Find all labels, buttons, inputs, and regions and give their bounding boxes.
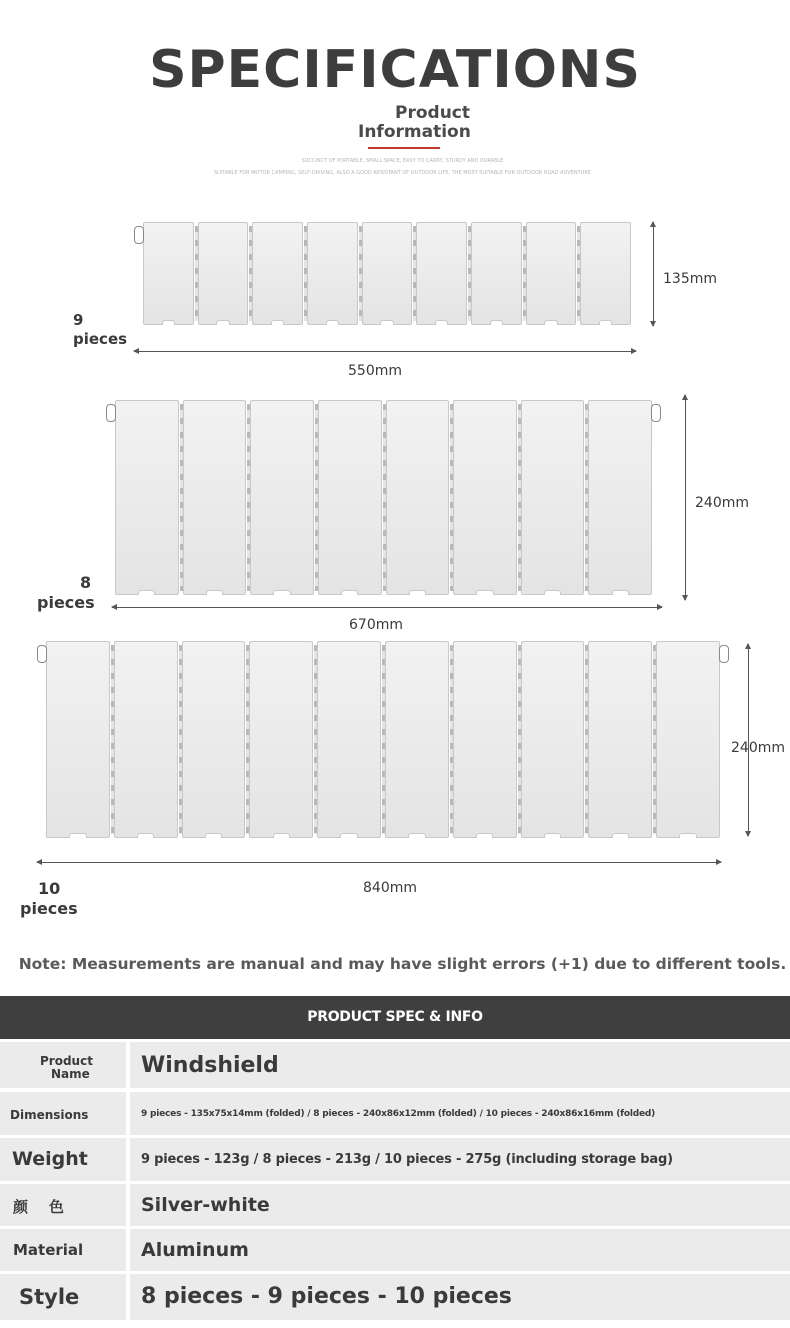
row-value: Windshield [141, 1053, 279, 1078]
windshield-panel [115, 400, 179, 595]
row-label-cell [0, 1184, 126, 1226]
table-row [0, 1184, 790, 1226]
pieces-count: 9 [73, 311, 84, 329]
vent-notch [326, 320, 340, 325]
row-value: 8 pieces - 9 pieces - 10 pieces [141, 1284, 512, 1309]
windshield-panel [249, 641, 313, 838]
panel-hinge [315, 404, 318, 591]
width-arrow [37, 862, 721, 863]
row-value-cell [130, 1138, 790, 1181]
windshield-panel [521, 641, 585, 838]
pieces-label-9 [73, 311, 127, 349]
pieces-count: 10 [38, 879, 61, 898]
vent-notch [408, 833, 425, 838]
page-title: SPECIFICATIONS [149, 40, 641, 100]
vent-notch [162, 320, 176, 325]
fine-print-line-2: SUITABLE FOR MOTOR CAMPING, SELF-DRIVING, ALSO A GOOD RESISTANT OF OUTDOOR LIFE, THE MOST SUITABLE FOR OUTDOOR ROAD ADVENTURE [214, 170, 591, 176]
windshield-panel [656, 641, 720, 838]
vent-notch [544, 833, 561, 838]
row-label-cell [0, 1042, 126, 1088]
vent-notch [341, 590, 358, 595]
windshield-panel [307, 222, 358, 325]
windshield-panel [362, 222, 413, 325]
windshield-panel [250, 400, 314, 595]
vent-notch [409, 590, 426, 595]
panel-hinge [111, 645, 114, 834]
windshield-panel [416, 222, 467, 325]
row-label: Weight [12, 1148, 88, 1170]
vent-notch [273, 590, 290, 595]
row-value: 9 pieces - 135x75x14mm (folded) / 8 pieces - 240x86x12mm (folded) / 10 pieces - 240x86x16mm (folded) [141, 1109, 656, 1119]
panel-hinge [577, 226, 580, 321]
height-arrow [653, 222, 654, 326]
panel-hinge [359, 226, 362, 321]
windshield-panel [588, 400, 652, 595]
width-arrow [134, 351, 636, 352]
width-arrow [112, 607, 662, 608]
row-value: 9 pieces - 123g / 8 pieces - 213g / 10 pieces - 275g (including storage bag) [141, 1152, 673, 1167]
panel-hinge [450, 404, 453, 591]
subtitle-line-1: Product [395, 103, 470, 123]
subtitle-underline [368, 147, 440, 149]
row-label-cell [0, 1092, 126, 1135]
panel-hinge [195, 226, 198, 321]
row-value-cell [130, 1092, 790, 1135]
row-label: 颜 色 [13, 1198, 64, 1216]
windshield-panel [143, 222, 194, 325]
windshield-panel [385, 641, 449, 838]
windshield-panel [183, 400, 247, 595]
row-value-cell [130, 1042, 790, 1088]
panel-hinge [585, 404, 588, 591]
pieces-word: pieces [73, 329, 128, 348]
height-label: 240mm [731, 740, 785, 756]
vent-notch [205, 833, 222, 838]
panel-hinge [180, 404, 183, 591]
windshield-panel [453, 641, 517, 838]
spec-table-header: PRODUCT SPEC & INFO [0, 996, 790, 1039]
height-label: 240mm [695, 495, 749, 511]
windshield-panel [182, 641, 246, 838]
row-label-line-2: Name [51, 1067, 90, 1081]
panel-hinge [468, 226, 471, 321]
windshield-panel [521, 400, 585, 595]
vent-notch [380, 320, 394, 325]
table-row [0, 1042, 790, 1088]
vent-notch [340, 833, 357, 838]
panel-hinge [450, 645, 453, 834]
panel-hinge [249, 226, 252, 321]
windshield-panel [317, 641, 381, 838]
vent-notch [138, 590, 155, 595]
pieces-word: pieces [37, 593, 95, 612]
table-row [0, 1229, 790, 1271]
vent-notch [271, 320, 285, 325]
row-value: Silver-white [141, 1194, 270, 1216]
windshield-panel [453, 400, 517, 595]
ground-stake-hook [134, 226, 144, 244]
panel-hinge [518, 404, 521, 591]
panel-hinge [304, 226, 307, 321]
fine-print-line-1: SUCCINCT OF PORTABLE, SMALL SPACE, EASY TO CARRY, STURDY AND DURABLE [301, 158, 504, 164]
measurement-note: Note: Measurements are manual and may have slight errors (+1) due to different tools. [18, 955, 787, 973]
pieces-count: 8 [80, 573, 92, 592]
windshield-panel [580, 222, 631, 325]
vent-notch [216, 320, 230, 325]
height-arrow [685, 395, 686, 600]
row-value-cell [130, 1274, 790, 1320]
table-row [0, 1274, 790, 1320]
row-label-cell [0, 1274, 126, 1320]
width-label: 550mm [348, 363, 402, 379]
vent-notch [544, 590, 561, 595]
vent-notch [69, 833, 86, 838]
vent-notch [599, 320, 613, 325]
pieces-label-8 [37, 573, 95, 613]
row-label: Style [19, 1285, 80, 1309]
panel-hinge [314, 645, 317, 834]
windshield-panel [198, 222, 249, 325]
panel-hinge [518, 645, 521, 834]
panel-hinge [413, 226, 416, 321]
windshield-panel [588, 641, 652, 838]
vent-notch [679, 833, 696, 838]
panel-hinge [247, 404, 250, 591]
row-label [40, 1055, 93, 1081]
windshield-panel [318, 400, 382, 595]
row-label: Dimensions [10, 1108, 89, 1122]
panel-hinge [523, 226, 526, 321]
vent-notch [544, 320, 558, 325]
windshield-panel [114, 641, 178, 838]
ground-stake-hook [106, 404, 116, 422]
panel-hinge [382, 645, 385, 834]
row-label: Material [13, 1241, 84, 1259]
table-row [0, 1138, 790, 1181]
windshield-panel [46, 641, 110, 838]
row-value: Aluminum [141, 1239, 249, 1261]
vent-notch [612, 590, 629, 595]
windshield-panel [252, 222, 303, 325]
pieces-word: pieces [20, 899, 78, 918]
panel-hinge [585, 645, 588, 834]
vent-notch [612, 833, 629, 838]
vent-notch [206, 590, 223, 595]
panel-hinge [179, 645, 182, 834]
row-label-cell [0, 1138, 126, 1181]
vent-notch [476, 590, 493, 595]
ground-stake-hook [719, 645, 729, 663]
vent-notch [476, 833, 493, 838]
table-row [0, 1092, 790, 1135]
width-label: 840mm [363, 880, 417, 896]
ground-stake-hook [651, 404, 661, 422]
height-label: 135mm [663, 271, 717, 287]
panel-hinge [383, 404, 386, 591]
windshield-panel [471, 222, 522, 325]
windshield-panel [526, 222, 577, 325]
row-label-cell [0, 1229, 126, 1271]
panel-hinge [246, 645, 249, 834]
windshield-panel [386, 400, 450, 595]
pieces-label-10 [20, 879, 78, 919]
vent-notch [137, 833, 154, 838]
row-value-cell [130, 1229, 790, 1271]
row-value-cell [130, 1184, 790, 1226]
subtitle-line-2: Information [358, 122, 471, 142]
row-label-line-1: Product [40, 1054, 93, 1068]
panel-hinge [653, 645, 656, 834]
width-label: 670mm [349, 617, 403, 633]
vent-notch [435, 320, 449, 325]
ground-stake-hook [37, 645, 47, 663]
vent-notch [490, 320, 504, 325]
vent-notch [273, 833, 290, 838]
